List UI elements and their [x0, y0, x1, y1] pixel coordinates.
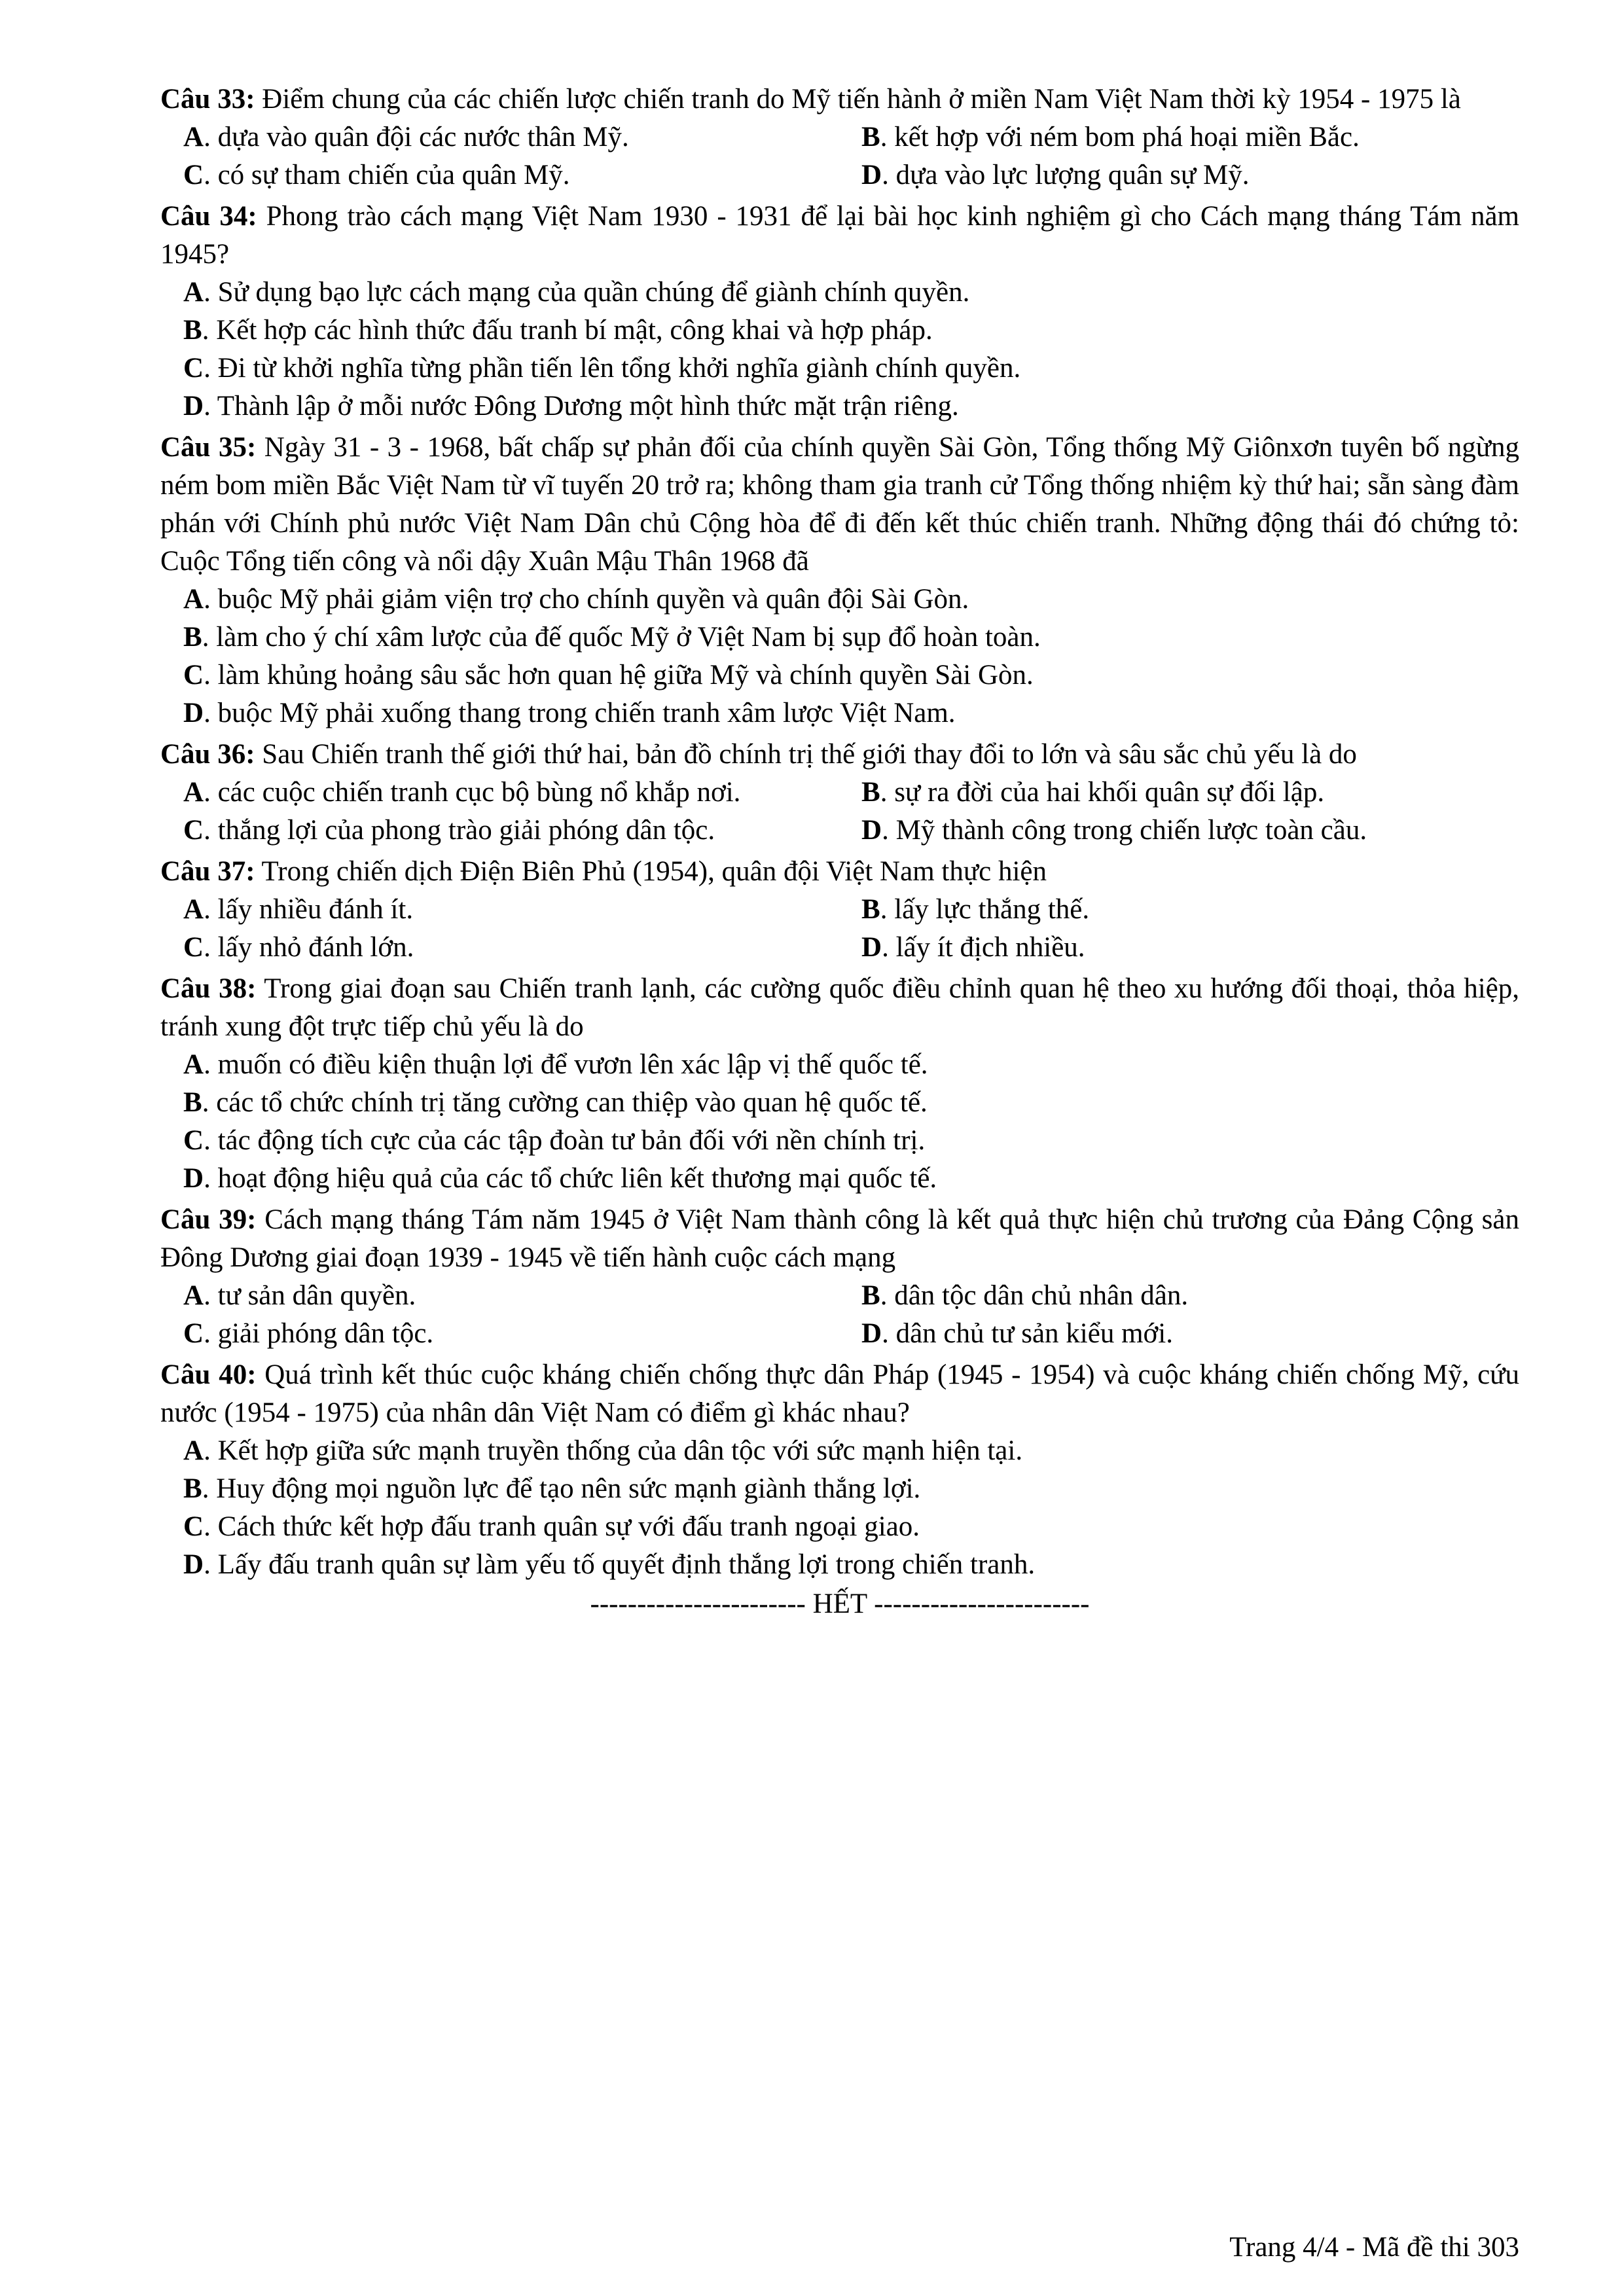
- option-letter: B: [183, 1087, 202, 1118]
- option-text: làm cho ý chí xâm lược của đế quốc Mỹ ở Việt Nam bị sụp đổ hoàn toàn.: [216, 622, 1041, 653]
- option-text: các tổ chức chính trị tăng cường can thiệp vào quan hệ quốc tế.: [216, 1087, 928, 1118]
- option-text: có sự tham chiến của quân Mỹ.: [217, 160, 570, 190]
- option-letter: D: [183, 698, 204, 728]
- option-text: tác động tích cực của các tập đoàn tư bản đối với nền chính trị.: [217, 1125, 926, 1156]
- option-letter: B: [861, 777, 880, 808]
- option-letter: D: [861, 932, 882, 963]
- option-letter: A: [183, 777, 204, 808]
- option-letter: A: [183, 277, 204, 308]
- question-block: [160, 736, 1519, 850]
- answer-option: B. làm cho ý chí xâm lược của đế quốc Mỹ ở Việt Nam bị sụp đổ hoàn toàn.: [183, 622, 1041, 653]
- option-text: Sử dụng bạo lực cách mạng của quần chúng để giành chính quyền.: [217, 277, 970, 308]
- option-text: tư sản dân quyền.: [217, 1280, 416, 1311]
- answer-option: A. dựa vào quân đội các nước thân Mỹ.: [183, 122, 629, 152]
- option-row: [183, 1315, 1519, 1353]
- answer-options: [160, 581, 1519, 732]
- option-text: lấy lực thắng thế.: [894, 894, 1090, 925]
- option-row: [183, 812, 1519, 850]
- answer-option: C. tác động tích cực của các tập đoàn tư bản đối với nền chính trị.: [183, 1125, 926, 1156]
- answer-option: C. thắng lợi của phong trào giải phóng dân tộc.: [183, 815, 715, 846]
- question-stem: [160, 429, 1519, 581]
- option-letter: A: [183, 894, 204, 925]
- answer-option: B. Kết hợp các hình thức đấu tranh bí mật, công khai và hợp pháp.: [183, 315, 933, 346]
- option-text: dân tộc dân chủ nhân dân.: [894, 1280, 1189, 1311]
- answer-options: [160, 774, 1519, 850]
- option-text: dựa vào lực lượng quân sự Mỹ.: [895, 160, 1250, 190]
- answer-option: A. lấy nhiều đánh ít.: [183, 894, 414, 925]
- question-block: [160, 853, 1519, 967]
- question-stem: [160, 1201, 1519, 1277]
- question-number: Câu 33:: [160, 84, 255, 115]
- answer-option: D. buộc Mỹ phải xuống thang trong chiến tranh xâm lược Việt Nam.: [183, 698, 956, 728]
- option-letter: D: [861, 815, 882, 846]
- answer-option: D. lấy ít địch nhiều.: [861, 932, 1085, 963]
- answer-options: [160, 891, 1519, 967]
- answer-options: [160, 118, 1519, 194]
- answer-option: C. Đi từ khởi nghĩa từng phần tiến lên tổng khởi nghĩa giành chính quyền.: [183, 353, 1021, 384]
- answer-option: D. hoạt động hiệu quả của các tổ chức liên kết thương mại quốc tế.: [183, 1163, 937, 1194]
- option-letter: C: [183, 1125, 204, 1156]
- option-letter: B: [183, 1473, 202, 1504]
- answer-option: B. kết hợp với ném bom phá hoại miền Bắc.: [861, 122, 1360, 152]
- answer-options: [160, 1432, 1519, 1584]
- question-stem: [160, 198, 1519, 274]
- answer-option: A. buộc Mỹ phải giảm viện trợ cho chính quyền và quân đội Sài Gòn.: [183, 584, 969, 615]
- answer-option: A. tư sản dân quyền.: [183, 1280, 416, 1311]
- answer-option: C. làm khủng hoảng sâu sắc hơn quan hệ giữa Mỹ và chính quyền Sài Gòn.: [183, 660, 1034, 691]
- option-letter: C: [183, 932, 204, 963]
- option-letter: B: [861, 894, 880, 925]
- question-number: Câu 35:: [160, 432, 257, 463]
- option-row: [183, 774, 1519, 812]
- question-stem: [160, 970, 1519, 1046]
- option-text: Kết hợp giữa sức mạnh truyền thống của dân tộc với sức mạnh hiện tại.: [217, 1435, 1023, 1466]
- answer-option: A. các cuộc chiến tranh cục bộ bùng nổ khắp nơi.: [183, 777, 741, 808]
- option-row: [183, 156, 1519, 194]
- option-text: sự ra đời của hai khối quân sự đối lập.: [894, 777, 1325, 808]
- answer-options: [160, 1046, 1519, 1198]
- question-text: Quá trình kết thúc cuộc kháng chiến chống thực dân Pháp (1945 - 1954) và cuộc kháng chiến chống Mỹ, cứu nước (1954 - 1975) của nhân dân Việt Nam có điểm gì khác nhau?: [160, 1359, 1519, 1428]
- question-text: Sau Chiến tranh thế giới thứ hai, bản đồ chính trị thế giới thay đổi to lớn và sâu sắc chủ yếu là do: [262, 739, 1357, 770]
- question-text: Ngày 31 - 3 - 1968, bất chấp sự phản đối của chính quyền Sài Gòn, Tổng thống Mỹ Giônxơn tuyên bố ngừng ném bom miền Bắc Việt Nam từ vĩ tuyến 20 trở ra; không tham gia tranh cử Tổng thống nhiệm kỳ thứ hai; sẵn sàng đàm phán với Chính phủ nước Việt Nam Dân chủ Cộng hòa để đi đến kết thúc chiến tranh. Những động thái đó chứng tỏ: Cuộc Tổng tiến công và nổi dậy Xuân Mậu Thân 1968 đã: [160, 432, 1519, 577]
- question-number: Câu 40:: [160, 1359, 257, 1390]
- question-text: Trong giai đoạn sau Chiến tranh lạnh, các cường quốc điều chỉnh quan hệ theo xu hướng đối thoại, thỏa hiệp, tránh xung đột trực tiếp chủ yếu là do: [160, 973, 1520, 1042]
- question-stem: [160, 736, 1519, 774]
- option-row: [183, 891, 1519, 929]
- answer-option: A. Kết hợp giữa sức mạnh truyền thống của dân tộc với sức mạnh hiện tại.: [183, 1435, 1023, 1466]
- answer-option: C. giải phóng dân tộc.: [183, 1318, 434, 1349]
- answer-options: [160, 1277, 1519, 1353]
- question-block: [160, 81, 1519, 194]
- question-block: [160, 1201, 1519, 1353]
- option-text: thắng lợi của phong trào giải phóng dân tộc.: [217, 815, 715, 846]
- question-number: Câu 39:: [160, 1204, 257, 1235]
- answer-option: D. Lấy đấu tranh quân sự làm yếu tố quyết định thắng lợi trong chiến tranh.: [183, 1549, 1036, 1580]
- end-marker: ----------------------- HẾT -----------------------: [590, 1588, 1090, 1619]
- answer-option: D. Thành lập ở mỗi nước Đông Dương một hình thức mặt trận riêng.: [183, 391, 959, 422]
- answer-option: A. Sử dụng bạo lực cách mạng của quần chúng để giành chính quyền.: [183, 277, 970, 308]
- option-letter: C: [183, 1318, 204, 1349]
- option-text: hoạt động hiệu quả của các tổ chức liên kết thương mại quốc tế.: [217, 1163, 937, 1194]
- option-text: Huy động mọi nguồn lực để tạo nên sức mạnh giành thắng lợi.: [216, 1473, 921, 1504]
- option-letter: D: [861, 1318, 882, 1349]
- question-text: Cách mạng tháng Tám năm 1945 ở Việt Nam thành công là kết quả thực hiện chủ trương của Đảng Cộng sản Đông Dương giai đoạn 1939 - 1945 về tiến hành cuộc cách mạng: [160, 1204, 1519, 1273]
- option-text: buộc Mỹ phải xuống thang trong chiến tranh xâm lược Việt Nam.: [217, 698, 956, 728]
- question-number: Câu 34:: [160, 201, 257, 232]
- question-stem: [160, 1356, 1519, 1432]
- option-text: lấy ít địch nhiều.: [895, 932, 1085, 963]
- option-text: làm khủng hoảng sâu sắc hơn quan hệ giữa Mỹ và chính quyền Sài Gòn.: [217, 660, 1034, 691]
- option-text: Kết hợp các hình thức đấu tranh bí mật, công khai và hợp pháp.: [216, 315, 933, 346]
- option-letter: C: [183, 660, 204, 691]
- option-letter: D: [183, 391, 204, 422]
- answer-option: C. có sự tham chiến của quân Mỹ.: [183, 160, 570, 190]
- option-text: Mỹ thành công trong chiến lược toàn cầu.: [895, 815, 1367, 846]
- page-footer: Trang 4/4 - Mã đề thi 303: [1229, 2232, 1519, 2263]
- question-block: [160, 429, 1519, 732]
- answer-option: D. Mỹ thành công trong chiến lược toàn cầu.: [861, 815, 1367, 846]
- option-letter: A: [183, 584, 204, 615]
- answer-option: B. các tổ chức chính trị tăng cường can thiệp vào quan hệ quốc tế.: [183, 1087, 928, 1118]
- option-row: [183, 1277, 1519, 1315]
- option-text: Thành lập ở mỗi nước Đông Dương một hình thức mặt trận riêng.: [217, 391, 959, 422]
- question-number: Câu 37:: [160, 856, 255, 887]
- option-letter: D: [861, 160, 882, 190]
- option-text: dân chủ tư sản kiểu mới.: [895, 1318, 1173, 1349]
- option-row: [183, 929, 1519, 967]
- answer-option: C. lấy nhỏ đánh lớn.: [183, 932, 414, 963]
- option-letter: C: [183, 815, 204, 846]
- answer-option: B. sự ra đời của hai khối quân sự đối lập.: [861, 777, 1325, 808]
- answer-options: [160, 274, 1519, 425]
- option-letter: B: [183, 315, 202, 346]
- option-letter: A: [183, 1049, 204, 1080]
- option-letter: C: [183, 1511, 204, 1542]
- answer-option: B. dân tộc dân chủ nhân dân.: [861, 1280, 1189, 1311]
- answer-option: D. dân chủ tư sản kiểu mới.: [861, 1318, 1173, 1349]
- question-block: [160, 1356, 1519, 1584]
- question-block: [160, 198, 1519, 425]
- answer-option: B. Huy động mọi nguồn lực để tạo nên sức mạnh giành thắng lợi.: [183, 1473, 921, 1504]
- option-text: Đi từ khởi nghĩa từng phần tiến lên tổng khởi nghĩa giành chính quyền.: [217, 353, 1021, 384]
- option-text: các cuộc chiến tranh cục bộ bùng nổ khắp nơi.: [217, 777, 741, 808]
- option-text: giải phóng dân tộc.: [217, 1318, 434, 1349]
- option-text: muốn có điều kiện thuận lợi để vươn lên xác lập vị thế quốc tế.: [217, 1049, 928, 1080]
- option-letter: C: [183, 353, 204, 384]
- option-text: kết hợp với ném bom phá hoại miền Bắc.: [894, 122, 1360, 152]
- option-row: [183, 118, 1519, 156]
- exam-page: [160, 77, 1519, 1623]
- option-letter: D: [183, 1549, 204, 1580]
- answer-option: B. lấy lực thắng thế.: [861, 894, 1090, 925]
- question-text: Điểm chung của các chiến lược chiến tranh do Mỹ tiến hành ở miền Nam Việt Nam thời kỳ 1954 - 1975 là: [262, 84, 1461, 115]
- question-block: [160, 970, 1519, 1198]
- option-letter: B: [183, 622, 202, 653]
- option-letter: B: [861, 122, 880, 152]
- option-text: Lấy đấu tranh quân sự làm yếu tố quyết định thắng lợi trong chiến tranh.: [217, 1549, 1036, 1580]
- option-letter: A: [183, 1280, 204, 1311]
- answer-option: C. Cách thức kết hợp đấu tranh quân sự với đấu tranh ngoại giao.: [183, 1511, 920, 1542]
- question-number: Câu 38:: [160, 973, 257, 1004]
- question-number: Câu 36:: [160, 739, 255, 770]
- answer-option: D. dựa vào lực lượng quân sự Mỹ.: [861, 160, 1250, 190]
- option-letter: A: [183, 1435, 204, 1466]
- option-text: lấy nhiều đánh ít.: [217, 894, 414, 925]
- option-text: lấy nhỏ đánh lớn.: [217, 932, 414, 963]
- option-text: dựa vào quân đội các nước thân Mỹ.: [217, 122, 629, 152]
- option-text: Cách thức kết hợp đấu tranh quân sự với đấu tranh ngoại giao.: [217, 1511, 920, 1542]
- question-list: [160, 81, 1519, 1584]
- option-letter: A: [183, 122, 204, 152]
- option-text: buộc Mỹ phải giảm viện trợ cho chính quyền và quân đội Sài Gòn.: [217, 584, 969, 615]
- question-stem: [160, 853, 1519, 891]
- option-letter: D: [183, 1163, 204, 1194]
- answer-option: A. muốn có điều kiện thuận lợi để vươn lên xác lập vị thế quốc tế.: [183, 1049, 928, 1080]
- option-letter: C: [183, 160, 204, 190]
- question-text: Trong chiến dịch Điện Biên Phủ (1954), quân đội Việt Nam thực hiện: [261, 856, 1047, 887]
- question-stem: [160, 81, 1519, 118]
- option-letter: B: [861, 1280, 880, 1311]
- question-text: Phong trào cách mạng Việt Nam 1930 - 1931 để lại bài học kinh nghiệm gì cho Cách mạng tháng Tám năm 1945?: [160, 201, 1519, 270]
